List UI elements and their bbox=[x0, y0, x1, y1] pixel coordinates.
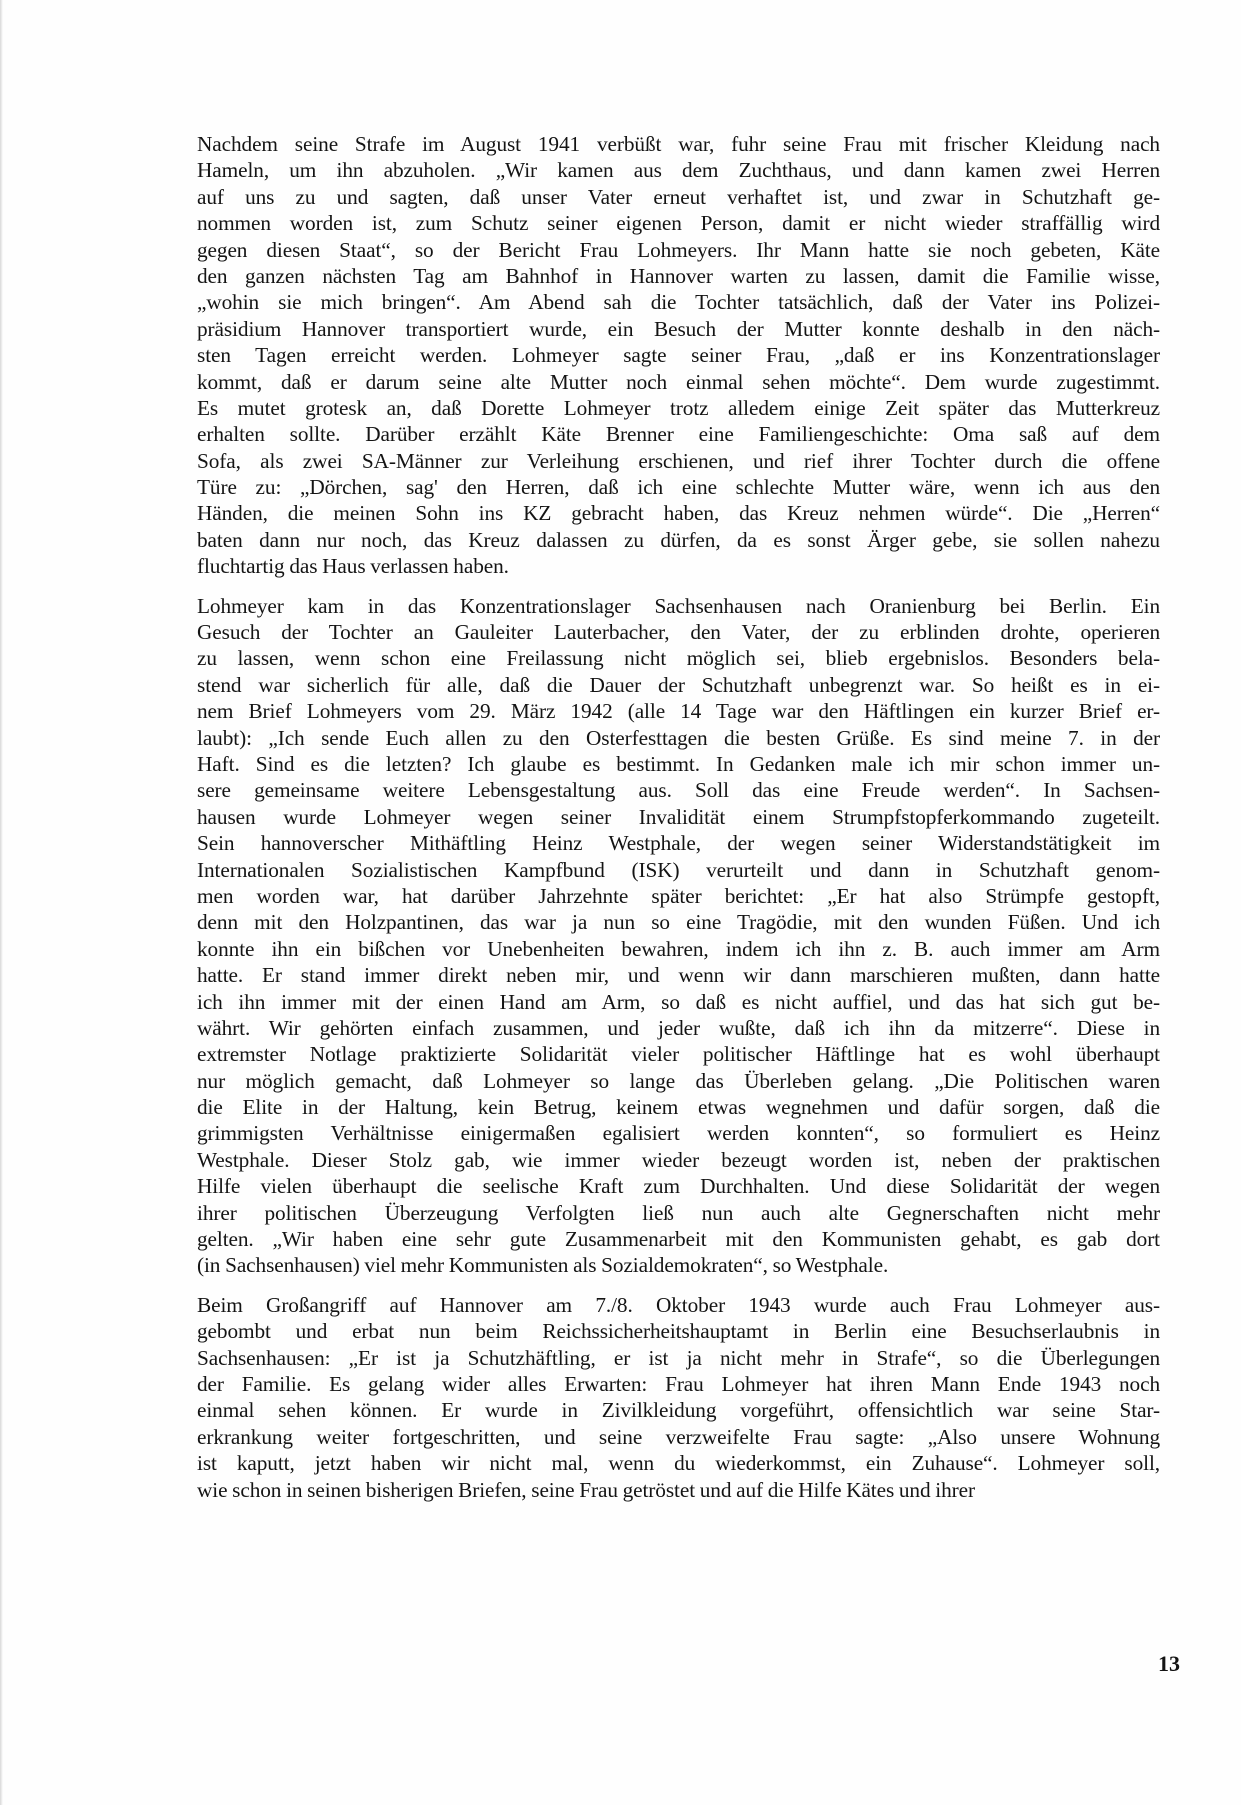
text-line: Hilfe vielen überhaupt die seelische Kraft zum Durchhalten. Und diese Solidarität der wegen bbox=[197, 1174, 1160, 1199]
text-line: fluchtartig das Haus verlassen haben. bbox=[197, 554, 509, 579]
text-line: erhalten sollte. Darüber erzählt Käte Brenner eine Familiengeschichte: Oma saß auf dem bbox=[197, 422, 1160, 447]
body-text bbox=[197, 131, 1160, 1503]
text-line: ihrer politischen Überzeugung Verfolgten ließ nun auch alte Gegnerschaften nicht mehr bbox=[197, 1200, 1160, 1225]
text-line: extremster Notlage praktizierte Solidarität vieler politischer Häftlinge hat es wohl überhaupt bbox=[197, 1042, 1160, 1067]
text-line: hatte. Er stand immer direkt neben mir, und wenn wir dann marschieren mußten, dann hatte bbox=[197, 963, 1160, 988]
text-line: sere gemeinsame weitere Lebensgestaltung aus. Soll das eine Freude werden“. In Sachsen- bbox=[197, 778, 1160, 803]
text-line: Internationalen Sozialistischen Kampfbund (ISK) verurteilt und dann in Schutzhaft genom- bbox=[197, 857, 1160, 882]
text-line: Haft. Sind es die letzten? Ich glaube es bestimmt. In Gedanken male ich mir schon immer un- bbox=[197, 751, 1160, 776]
text-line: Sein hannoverscher Mithäftling Heinz Westphale, der wegen seiner Widerstandstätigkeit im bbox=[197, 831, 1160, 856]
text-line: sten Tagen erreicht werden. Lohmeyer sagte seiner Frau, „daß er ins Konzentrationslager bbox=[197, 343, 1160, 368]
text-line: gelten. „Wir haben eine sehr gute Zusammenarbeit mit den Kommunisten gehabt, es gab dort bbox=[197, 1227, 1160, 1252]
text-line: ich ihn immer mit der einen Hand am Arm, so daß es nicht auffiel, und das hat sich gut be- bbox=[197, 989, 1160, 1014]
text-line: baten dann nur noch, das Kreuz dalassen zu dürfen, da es sonst Ärger gebe, sie sollen nahezu bbox=[197, 527, 1160, 552]
text-line: Sachsenhausen: „Er ist ja Schutzhäftling, er ist ja nicht mehr in Strafe“, so die Überlegungen bbox=[197, 1345, 1160, 1370]
text-line: Sofa, als zwei SA-Männer zur Verleihung erschienen, und rief ihrer Tochter durch die offene bbox=[197, 448, 1160, 473]
paragraph bbox=[197, 593, 1160, 1279]
text-line: der Familie. Es gelang wider alles Erwarten: Frau Lohmeyer hat ihren Mann Ende 1943 noch bbox=[197, 1371, 1160, 1396]
text-line: Lohmeyer kam in das Konzentrationslager Sachsenhausen nach Oranienburg bei Berlin. Ein bbox=[197, 593, 1160, 618]
text-line: „wohin sie mich bringen“. Am Abend sah die Tochter tatsächlich, daß der Vater ins Polizei- bbox=[197, 290, 1160, 315]
text-line: gegen diesen Staat“, so der Bericht Frau Lohmeyers. Ihr Mann hatte sie noch gebeten, Käte bbox=[197, 237, 1160, 262]
text-line: kommt, daß er darum seine alte Mutter noch einmal sehen möchte“. Dem wurde zugestimmt. bbox=[197, 369, 1160, 394]
text-line: (in Sachsenhausen) viel mehr Kommunisten als Sozialdemokraten“, so Westphale. bbox=[197, 1253, 889, 1278]
text-line: Hameln, um ihn abzuholen. „Wir kamen aus dem Zuchthaus, und dann kamen zwei Herren bbox=[197, 158, 1160, 183]
text-line: konnte ihn ein bißchen vor Unebenheiten bewahren, indem ich ihn z. B. auch immer am Arm bbox=[197, 936, 1160, 961]
paragraph bbox=[197, 1292, 1160, 1503]
text-line: Gesuch der Tochter an Gauleiter Lauterbacher, den Vater, der zu erblinden drohte, operieren bbox=[197, 620, 1160, 645]
page-number: 13 bbox=[1158, 1651, 1180, 1676]
text-line: die Elite in der Haltung, kein Betrug, keinem etwas wegnehmen und dafür sorgen, daß die bbox=[197, 1095, 1160, 1120]
text-line: Es mutet grotesk an, daß Dorette Lohmeyer trotz alledem einige Zeit später das Mutterkreuz bbox=[197, 395, 1160, 420]
text-line: präsidium Hannover transportiert wurde, ein Besuch der Mutter konnte deshalb in den näch- bbox=[197, 316, 1160, 341]
text-line: men worden war, hat darüber Jahrzehnte später berichtet: „Er hat also Strümpfe gestopft, bbox=[197, 883, 1160, 908]
text-line: ist kaputt, jetzt haben wir nicht mal, wenn du wiederkommst, ein Zuhause“. Lohmeyer soll, bbox=[197, 1451, 1160, 1476]
text-line: grimmigsten Verhältnisse einigermaßen egalisiert werden konnten“, so formuliert es Heinz bbox=[197, 1121, 1160, 1146]
text-line: nur möglich gemacht, daß Lohmeyer so lange das Überleben gelang. „Die Politischen waren bbox=[197, 1068, 1160, 1093]
text-line: gebombt und erbat nun beim Reichssicherheitshauptamt in Berlin eine Besuchserlaubnis in bbox=[197, 1319, 1160, 1344]
text-line: Westphale. Dieser Stolz gab, wie immer wieder bezeugt worden ist, neben der praktischen bbox=[197, 1147, 1160, 1172]
text-line: stend war sicherlich für alle, daß die Dauer der Schutzhaft unbegrenzt war. So heißt es in ei- bbox=[197, 672, 1160, 697]
text-line: Türe zu: „Dörchen, sag' den Herren, daß ich eine schlechte Mutter wäre, wenn ich aus den bbox=[197, 475, 1160, 500]
text-line: Nachdem seine Strafe im August 1941 verbüßt war, fuhr seine Frau mit frischer Kleidung nach bbox=[197, 132, 1160, 156]
text-line: laubt): „Ich sende Euch allen zu den Osterfesttagen die besten Grüße. Es sind meine 7. in der bbox=[197, 725, 1160, 750]
text-line: denn mit den Holzpantinen, das war ja nun so eine Tragödie, mit den wunden Füßen. Und ich bbox=[197, 910, 1160, 935]
text-line: auf uns zu und sagten, daß unser Vater erneut verhaftet ist, und zwar in Schutzhaft ge- bbox=[197, 184, 1160, 209]
text-line: nommen worden ist, zum Schutz seiner eigenen Person, damit er nicht wieder straffällig wird bbox=[197, 211, 1160, 236]
text-line: zu lassen, wenn schon eine Freilassung nicht möglich sei, blieb ergebnislos. Besonders bela- bbox=[197, 646, 1160, 671]
text-line: wie schon in seinen bisherigen Briefen, seine Frau getröstet und auf die Hilfe Kätes und ihrer bbox=[197, 1477, 975, 1502]
text-line: Händen, die meinen Sohn ins KZ gebracht haben, das Kreuz nehmen würde“. Die „Herren“ bbox=[197, 501, 1160, 526]
paragraph bbox=[197, 131, 1160, 580]
text-line: währt. Wir gehörten einfach zusammen, und jeder wußte, daß ich ihn da mitzerre“. Diese in bbox=[197, 1015, 1160, 1040]
text-line: einmal sehen können. Er wurde in Zivilkleidung vorgeführt, offensichtlich war seine Star- bbox=[197, 1398, 1160, 1423]
text-line: erkrankung weiter fortgeschritten, und seine verzweifelte Frau sagte: „Also unsere Wohnung bbox=[197, 1424, 1160, 1449]
text-line: den ganzen nächsten Tag am Bahnhof in Hannover warten zu lassen, damit die Familie wisse, bbox=[197, 263, 1160, 288]
text-line: hausen wurde Lohmeyer wegen seiner Invalidität einem Strumpfstopferkommando zugeteilt. bbox=[197, 804, 1160, 829]
text-line: nem Brief Lohmeyers vom 29. März 1942 (alle 14 Tage war den Häftlingen ein kurzer Brief er- bbox=[197, 699, 1160, 724]
text-line: Beim Großangriff auf Hannover am 7./8. Oktober 1943 wurde auch Frau Lohmeyer aus- bbox=[197, 1292, 1160, 1317]
page-edge bbox=[0, 0, 3, 1805]
